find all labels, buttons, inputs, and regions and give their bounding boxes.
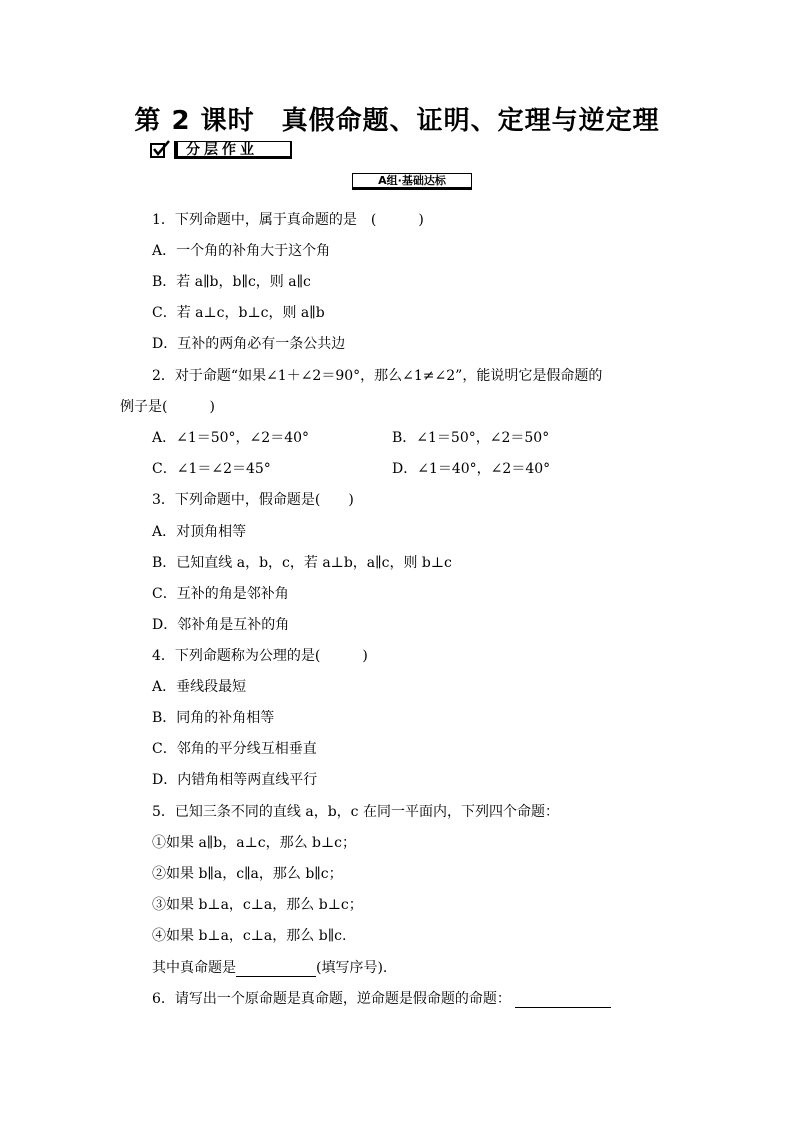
q5-proposition-4: ④如果 b⊥a，c⊥a，那么 b∥c. [152,928,347,944]
q5-answer-suffix: (填写序号). [316,960,388,976]
group-label: A组·基础达标 [352,173,472,190]
q4-option-c: C．邻角的平分线互相垂直 [152,741,317,757]
q2-stem-line1: 2．对于命题“如果∠1＋∠2＝90°，那么∠1≠∠2”，能说明它是假命题的 [152,368,603,384]
section-label: 分层作业 [186,142,258,158]
q2-option-a: A．∠1＝50°，∠2＝40° [152,430,310,446]
q6-line [152,990,611,1008]
section-header [150,139,292,161]
q4-option-a: A．垂线段最短 [152,679,247,695]
lesson-title: 第 2 课时 真假命题、证明、定理与逆定理 [134,106,660,136]
q1-option-c: C．若 a⊥c，b⊥c，则 a∥b [152,305,325,321]
q3-option-d: D．邻补角是互补的角 [152,617,290,633]
q5-answer-line [152,959,387,977]
q4-option-d: D．内错角相等两直线平行 [152,772,318,788]
q2-option-d: D．∠1＝40°，∠2＝40° [392,461,551,477]
q5-proposition-2: ②如果 b∥a，c∥a，那么 b∥c； [152,866,343,882]
q3-option-b: B．已知直线 a，b，c，若 a⊥b，a∥c，则 b⊥c [152,555,452,571]
q6-answer-blank[interactable] [515,991,611,1008]
q5-proposition-1: ①如果 a∥b，a⊥c，那么 b⊥c； [152,835,356,851]
q1-stem: 1．下列命题中，属于真命题的是 ( ) [152,212,424,228]
q5-answer-prefix: 其中真命题是 [152,960,236,976]
q5-stem: 5．已知三条不同的直线 a，b，c 在同一平面内，下列四个命题： [152,804,559,820]
section-label-box [174,141,292,159]
q4-option-b: B．同角的补角相等 [152,710,275,726]
q3-option-a: A．对顶角相等 [152,524,247,540]
q3-stem: 3．下列命题中，假命题是( ) [152,492,354,508]
q5-proposition-3: ③如果 b⊥a，c⊥a，那么 b⊥c； [152,897,363,913]
q3-option-c: C．互补的角是邻补角 [152,586,289,602]
q2-stem-line2: 例子是( ) [120,399,215,415]
q5-answer-blank[interactable] [236,960,316,977]
q1-option-b: B．若 a∥b，b∥c，则 a∥c [152,274,311,290]
q2-option-c: C．∠1＝∠2＝45° [152,461,271,477]
checkbox-checked-icon [150,143,165,158]
q2-option-b: B．∠1＝50°，∠2＝50° [392,430,550,446]
q6-stem: 6．请写出一个原命题是真命题，逆命题是假命题的命题： [152,991,511,1007]
q4-stem: 4．下列命题称为公理的是( ) [152,648,368,664]
q1-option-a: A．一个角的补角大于这个角 [152,243,331,259]
q1-option-d: D．互补的两角必有一条公共边 [152,336,346,352]
